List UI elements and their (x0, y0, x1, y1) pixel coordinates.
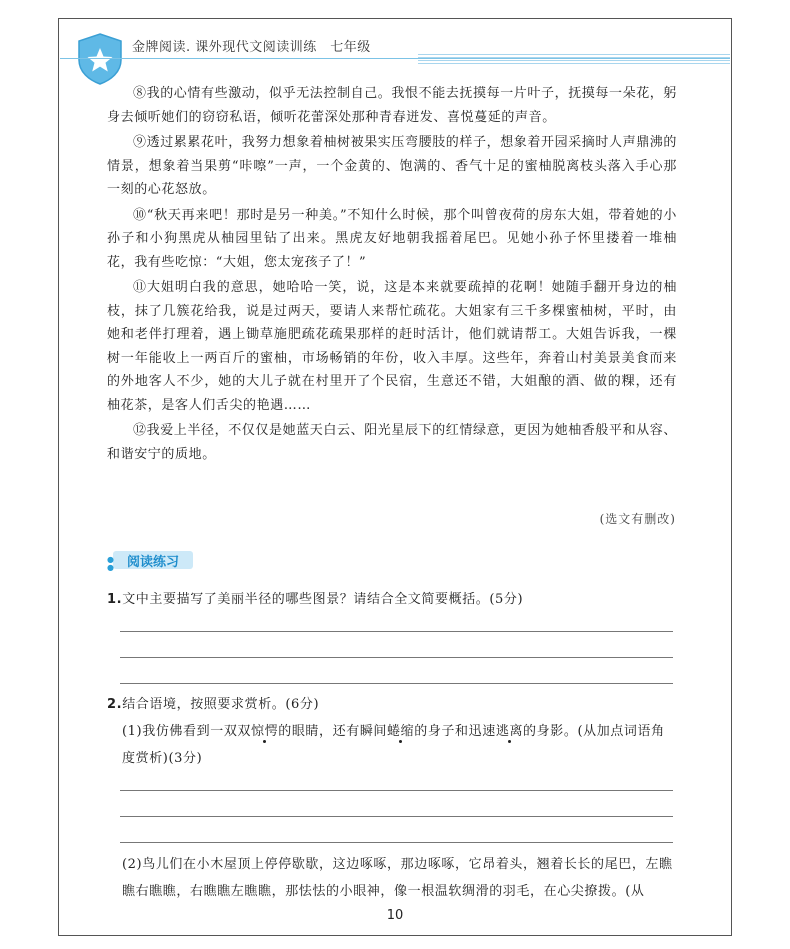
sub-question-text: (1)我仿佛看到一双双 (122, 724, 252, 739)
question-2 (107, 693, 319, 717)
answer-line[interactable] (120, 790, 673, 791)
paragraph-12: ⑫我爱上半径，不仅仅是她蓝天白云、阳光星辰下的红情绿意，更因为她柚香般平和从容、和谐安宁的质地。 (107, 423, 678, 462)
question-text: 结合语境，按照要求赏析。(6分) (122, 697, 320, 712)
article-body (107, 82, 677, 468)
sub-question-text: 的眼睛，还有瞬间 (278, 724, 388, 739)
header-title: 金牌阅读. 课外现代文阅读训练 七年级 (132, 40, 371, 55)
answer-line[interactable] (120, 683, 673, 684)
sub-question-2 (122, 851, 677, 905)
emphasized-word: 蜷缩 (387, 724, 415, 739)
section-label: 阅读练习 (127, 555, 180, 570)
emphasized-word: 逃离 (495, 724, 524, 739)
section-heading (107, 548, 197, 572)
emphasized-word: 惊愕 (251, 724, 279, 739)
star-shield-icon (76, 32, 124, 86)
question-number: 1. (107, 592, 123, 607)
header-stripes (418, 54, 730, 66)
source-note: (选文有删改) (599, 512, 676, 526)
paragraph-8: ⑧我的心情有些激动，似乎无法控制自己。我恨不能去抚摸每一片叶子，抚摸每一朵花，躬身去倾听她们的窃窃私语，倾听花蕾深处那种青春迸发、喜悦蔓延的声音。 (107, 86, 678, 125)
sub-question-1 (122, 718, 677, 772)
question-number: 2. (107, 697, 123, 712)
answer-line[interactable] (120, 631, 673, 632)
answer-line[interactable] (120, 842, 673, 843)
dots-icon: ● ● (107, 555, 114, 572)
paragraph-10: ⑩“秋天再来吧！那时是另一种美。”不知什么时候，那个叫曾夜荷的房东大姐，带着她的小孙子和小狗黑虎从柚园里钻了出来。黑虎友好地朝我摇着尾巴。见她小孙子怀里搂着一堆柚花，我有些吃惊：“大姐，您太宠孩子了！” (107, 207, 677, 270)
answer-line[interactable] (120, 816, 673, 817)
sub-question-text: 的身子和迅速 (414, 724, 496, 739)
page-number: 10 (386, 908, 404, 923)
answer-line[interactable] (120, 657, 673, 658)
paragraph-11: ⑪大姐明白我的意思，她哈哈一笑，说，这是本来就要疏掉的花啊！她随手翻开身边的柚枝，抹了几簇花给我，说是过两天，要请人来帮忙疏花。大姐家有三千多棵蜜柚树，平时，由她和老伴打理着，遇上锄草施肥疏花疏果那样的赶时活计，他们就请帮工。大姐告诉我，一棵树一年能收上一两百斤的蜜柚，市场畅销的年份，收入丰厚。这些年，奔着山村美景美食而来的外地客人不少，她的大儿子就在村里开了个民宿，生意还不错，大姐酿的酒、做的粿，还有柚花茶，是客人们舌尖的艳遇…… (107, 280, 677, 413)
question-text: 文中主要描写了美丽半径的哪些图景？请结合全文简要概括。(5分) (122, 592, 524, 607)
header-divider (60, 58, 730, 59)
question-1 (107, 588, 523, 612)
sub-question-text: 的身影。(从加点词语角度赏析)(3分) (122, 724, 665, 766)
paragraph-9: ⑨透过累累花叶，我努力想象着柚树被果实压弯腰肢的样子，想象着开园采摘时人声鼎沸的情景，想象着当果剪“咔嚓”一声，一个金黄的、饱满的、香气十足的蜜柚脱离枝头落入手心那一刻的心花怒放。 (107, 135, 678, 197)
sub-question-text: (2)鸟儿们在小木屋顶上停停歇歇，这边啄啄，那边啄啄，它昂着头，翘着长长的尾巴，左瞧瞧右瞧瞧，右瞧瞧左瞧瞧，那怯怯的小眼神，像一根温软绸滑的羽毛，在心尖撩拨。(从 (122, 857, 673, 899)
